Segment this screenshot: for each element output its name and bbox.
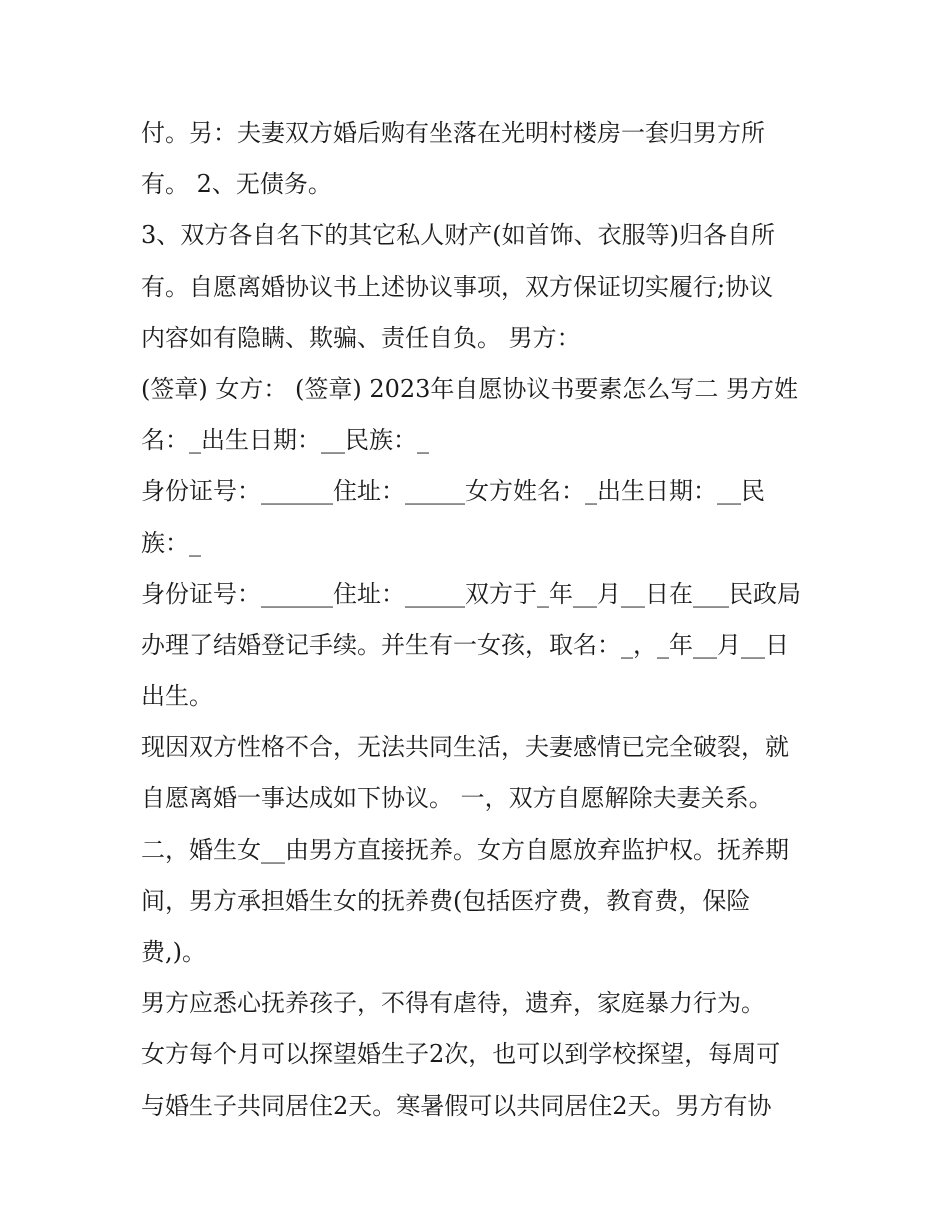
text-line: 现因双方性格不合，无法共同生活，夫妻感情已完全破裂，就 [141,733,789,762]
text-line: 出生。 [141,682,213,711]
document-body [141,108,821,1132]
text-line: 费,)。 [141,938,206,966]
text-line: 二，婚生女__由男方直接抚养。女方自愿放弃监护权。抚养期 [141,835,789,864]
text-line: 有。自愿离婚协议书上述协议事项，双方保证切实履行;协议 [141,272,774,301]
text-line: 身份证号：______住址：_____女方姓名：_出生日期：__民 [141,477,765,506]
text-line: 男方应悉心抚养孩子，不得有虐待，遗弃，家庭暴力行为。 [141,989,765,1018]
text-line: 有。 2、无债务。 [141,170,332,199]
text-line: 付。另：夫妻双方婚后购有坐落在光明村楼房一套归男方所 [141,119,765,147]
text-line: 3、双方各自名下的其它私人财产(如首饰、衣服等)归各自所 [141,221,775,250]
text-line: 身份证号：______住址：_____双方于_年__月__日在___民政局 [141,579,801,608]
text-line: 自愿离婚一事达成如下协议。 一，双方自愿解除夫妻关系。 [141,784,773,813]
text-line: 名：_出生日期：__民族：_ [141,426,429,455]
text-line: 办理了结婚登记手续。并生有一女孩，取名：_，_年__月__日 [141,630,789,659]
text-line: 间，男方承担婚生女的抚养费(包括医疗费，教育费，保险 [141,886,751,915]
text-line: 族：_ [141,528,201,557]
text-line: 女方每个月可以探望婚生子2次，也可以到学校探望，每周可 [141,1040,781,1069]
text-line: (签章) 女方： (签章) 2023年自愿协议书要素怎么写二 男方姓 [141,374,799,403]
text-line: 与婚生子共同居住2天。寒暑假可以共同居住2天。男方有协 [141,1091,772,1120]
text-line: 内容如有隐瞒、欺骗、责任自负。 男方： [141,323,581,352]
